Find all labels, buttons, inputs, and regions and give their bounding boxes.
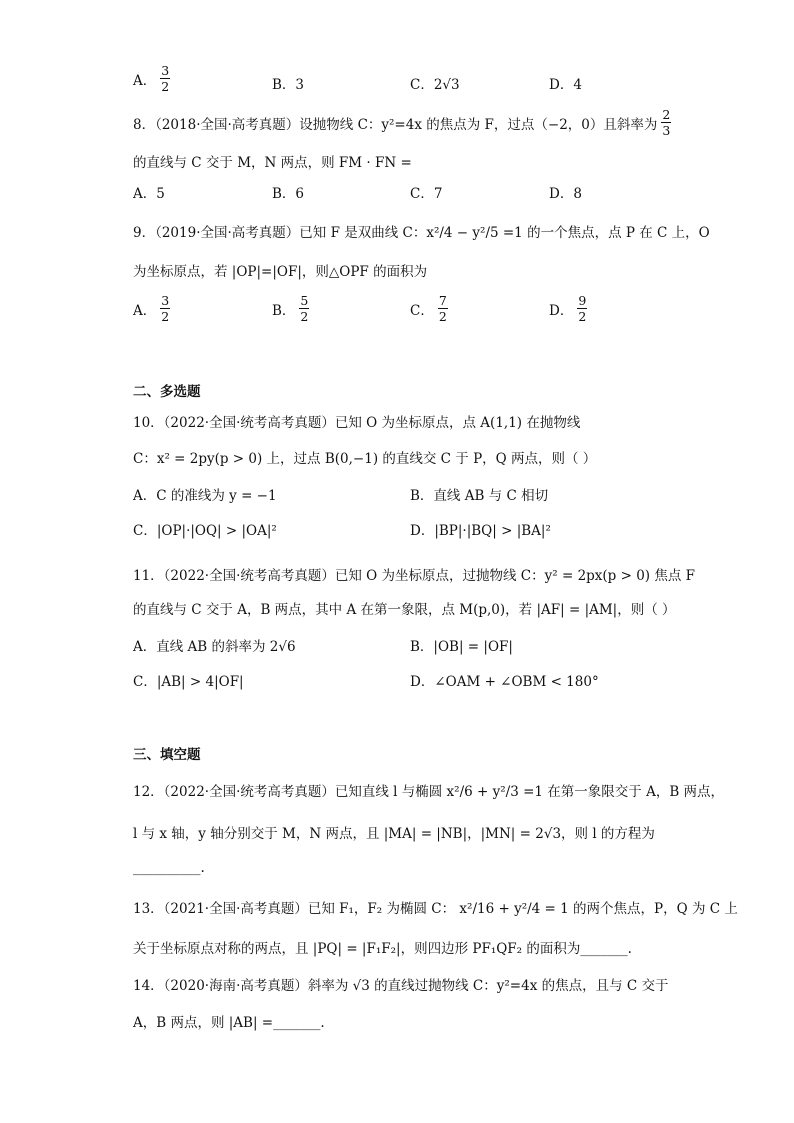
q8-option-d: D．8 [549,186,582,202]
q9-option-d: D． $\frac{9}{2}$ [549,293,587,325]
q8-line2: 的直线与 C 交于 M，N 两点，则 FM · FN = [133,155,412,171]
section-heading-multiple-choice: 二、多选题 [133,384,201,400]
section-heading-fill-in-blank: 三、填空题 [133,747,201,763]
q11-option-c: C．|AB| > 4|OF| [133,674,244,690]
fraction: $\frac{5}{2}$ [300,293,309,325]
q9-option-c: C． $\frac{7}{2}$ [410,293,447,325]
q10-option-a: A．C 的准线为 y = −1 [133,488,277,504]
q14-line2: A，B 两点，则 |AB| =_______. [133,1015,325,1031]
slope-fraction: $\frac{2}{3}$ [662,107,671,139]
q11-line1: 11．（2022·全国·统考高考真题）已知 O 为坐标原点，过抛物线 C：y² = 2px(p > 0) 焦点 F [133,568,696,584]
q12-line2: l 与 x 轴，y 轴分别交于 M，N 两点，且 |MA| = |NB|，|MN| = 2√3，则 l 的方程为 [133,826,655,842]
option-label: A． [133,72,157,89]
q13-line2: 关于坐标原点对称的两点，且 |PQ| = |F₁F₂|，则四边形 PF₁QF₂ 的面积为_______. [133,941,632,957]
q12-answer-blank: __________. [133,860,205,876]
q11-line2: 的直线与 C 交于 A，B 两点，其中 A 在第一象限，点 M(p,0)，若 |AF| = |AM|，则（ ） [133,602,676,618]
q10-option-c: C．|OP|·|OQ| > |OA|² [133,523,277,539]
q9-line2: 为坐标原点，若 |OP|=|OF|，则△OPF 的面积为 [133,264,428,280]
fraction: $\frac{3}{2}$ [161,63,170,95]
q14-line1: 14．（2020·海南·高考真题）斜率为 √3 的直线过抛物线 C：y²=4x 的焦点，且与 C 交于 [133,978,669,994]
q8-option-c: C．7 [410,186,443,202]
fraction: $\frac{3}{2}$ [161,293,170,325]
q10-option-d: D．|BP|·|BQ| > |BA|² [410,523,551,539]
q8-option-b: B．6 [272,186,305,202]
q10-line1: 10．（2022·全国·统考高考真题）已知 O 为坐标原点，点 A(1,1) 在抛物线 [133,415,581,431]
q11-option-a: A．直线 AB 的斜率为 2√6 [133,639,296,655]
q12-line1: 12．（2022·全国·统考高考真题）已知直线 l 与椭圆 x²/6 + y²/3 =1 在第一象限交于 A，B 两点， [133,784,725,800]
q9-line1: 9．（2019·全国·高考真题）已知 F 是双曲线 C：x²/4 − y²/5 =1 的一个焦点，点 P 在 C 上，O [133,225,710,241]
q7-option-b: B．3 [272,77,305,93]
q8-line1 [133,108,671,137]
q9-option-b: B． $\frac{5}{2}$ [272,293,309,325]
q10-line2: C：x² = 2py(p > 0) 上，过点 B(0,−1) 的直线交 C 于 P，Q 两点，则（ ） [133,451,597,467]
q10-option-b: B．直线 AB 与 C 相切 [410,488,549,504]
fraction: $\frac{9}{2}$ [578,293,587,325]
q8-option-a: A．5 [133,186,165,202]
q11-option-b: B．|OB| = |OF| [410,639,513,655]
q9-option-a: A． $\frac{3}{2}$ [133,293,170,325]
q11-option-d: D．∠OAM + ∠OBM < 180° [410,674,599,690]
q8-stem: 8．（2018·全国·高考真题）设抛物线 C：y²=4x 的焦点为 F，过点（−2，0）且斜率为 [133,116,658,133]
q13-line1: 13．（2021·全国·高考真题）已知 F₁，F₂ 为椭圆 C： x²/16 + y²/4 = 1 的两个焦点，P，Q 为 C 上 [133,901,738,917]
q7-option-c: C．2√3 [410,77,460,93]
q7-option-a [133,64,170,93]
q7-option-d: D．4 [549,77,582,93]
fraction: $\frac{7}{2}$ [438,293,447,325]
